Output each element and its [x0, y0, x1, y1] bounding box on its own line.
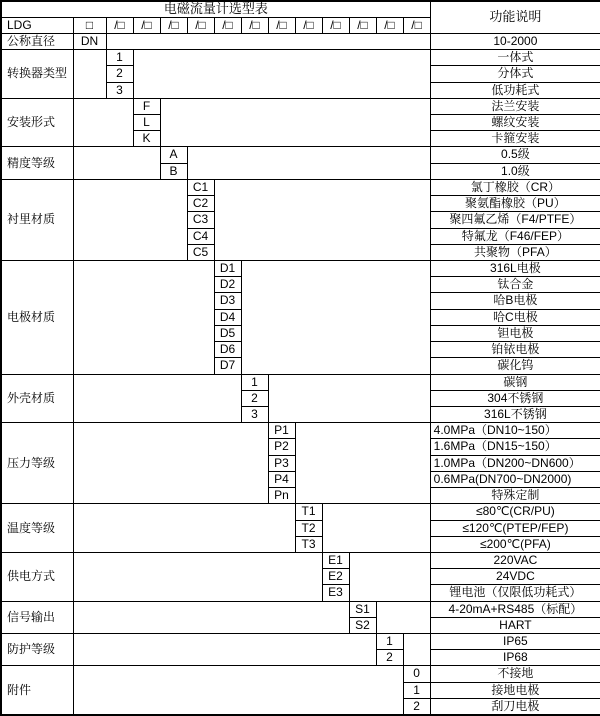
option-row — [1, 179, 600, 195]
option-description: ≤200℃(PFA) — [430, 536, 600, 552]
right-spacer-cell — [160, 98, 430, 147]
option-code: DN — [73, 33, 106, 49]
option-row — [1, 98, 600, 114]
option-code: S2 — [349, 617, 376, 633]
option-description: 1.0MPa（DN200~DN600） — [430, 455, 600, 471]
option-code: C1 — [187, 179, 214, 195]
option-description: 10-2000 — [430, 33, 600, 49]
option-row — [1, 261, 600, 277]
option-description: 接地电极 — [430, 682, 600, 698]
option-description: 4.0MPa（DN10~150） — [430, 423, 600, 439]
option-code: 1 — [106, 50, 133, 66]
option-code: C5 — [187, 244, 214, 260]
right-spacer-cell — [349, 552, 430, 601]
option-code: 2 — [241, 390, 268, 406]
option-description: HART — [430, 617, 600, 633]
category-label: 供电方式 — [1, 552, 73, 601]
option-description: 共聚物（PFA） — [430, 244, 600, 260]
option-description: IP65 — [430, 634, 600, 650]
option-description: 碳化钨 — [430, 358, 600, 374]
model-code-box: /□ — [214, 17, 241, 33]
option-description: 一体式 — [430, 50, 600, 66]
option-code: S1 — [349, 601, 376, 617]
option-code: 0 — [403, 666, 430, 682]
option-code: 1 — [241, 374, 268, 390]
function-column-header: 功能说明 — [430, 1, 600, 33]
model-code-box: /□ — [160, 17, 187, 33]
option-row — [1, 601, 600, 617]
option-code: T3 — [295, 536, 322, 552]
left-spacer-cell — [73, 50, 106, 99]
left-spacer-cell — [73, 98, 133, 147]
option-code: D4 — [214, 309, 241, 325]
option-row — [1, 147, 600, 163]
title-row — [1, 1, 600, 17]
model-code-box: /□ — [268, 17, 295, 33]
option-code: D1 — [214, 261, 241, 277]
category-label: 安装形式 — [1, 98, 73, 147]
option-description: 1.6MPa（DN15~150） — [430, 439, 600, 455]
option-code: K — [133, 131, 160, 147]
left-spacer-cell — [73, 261, 214, 375]
option-code: P3 — [268, 455, 295, 471]
category-label: 电极材质 — [1, 261, 73, 375]
left-spacer-cell — [73, 634, 376, 666]
option-description: 316L电极 — [430, 261, 600, 277]
option-description: 316L不锈钢 — [430, 406, 600, 422]
model-code-box: /□ — [295, 17, 322, 33]
option-row — [1, 423, 600, 439]
right-spacer-cell — [214, 179, 430, 260]
category-label: 附件 — [1, 666, 73, 715]
option-description: 聚氨酯橡胶（PU） — [430, 196, 600, 212]
option-code: Pn — [268, 488, 295, 504]
option-description: 0.6MPa(DN700~DN2000) — [430, 471, 600, 487]
option-code: 2 — [403, 698, 430, 715]
option-description: 法兰安装 — [430, 98, 600, 114]
option-row — [1, 666, 600, 682]
option-row — [1, 634, 600, 650]
model-prefix-label: LDG — [1, 17, 73, 33]
category-label: 防护等级 — [1, 634, 73, 666]
option-code: 1 — [376, 634, 403, 650]
right-spacer-cell — [187, 147, 430, 179]
option-code: 1 — [403, 682, 430, 698]
option-description: ≤120℃(PTEP/FEP) — [430, 520, 600, 536]
option-code: 3 — [106, 82, 133, 98]
option-description: 刮刀电极 — [430, 698, 600, 715]
option-description: 卡箍安装 — [430, 131, 600, 147]
model-code-box: /□ — [241, 17, 268, 33]
option-description: 220VAC — [430, 552, 600, 568]
right-spacer-cell — [133, 50, 430, 99]
option-code: E1 — [322, 552, 349, 568]
option-description: 分体式 — [430, 66, 600, 82]
option-description: 24VDC — [430, 569, 600, 585]
option-description: 1.0级 — [430, 163, 600, 179]
model-code-box: /□ — [349, 17, 376, 33]
category-label: 转换器类型 — [1, 50, 73, 99]
left-spacer-cell — [73, 179, 187, 260]
right-spacer-cell — [322, 504, 430, 553]
option-description: 不接地 — [430, 666, 600, 682]
model-code-box: /□ — [133, 17, 160, 33]
left-spacer-cell — [73, 423, 268, 504]
option-description: 特氟龙（F46/FEP） — [430, 228, 600, 244]
option-code: C2 — [187, 196, 214, 212]
option-code: 3 — [241, 406, 268, 422]
option-code: 2 — [376, 650, 403, 666]
option-row — [1, 504, 600, 520]
left-spacer-cell — [73, 666, 403, 715]
option-code: 2 — [106, 66, 133, 82]
option-row — [1, 552, 600, 568]
option-code: F — [133, 98, 160, 114]
category-label: 信号输出 — [1, 601, 73, 633]
option-code: B — [160, 163, 187, 179]
left-spacer-cell — [73, 552, 322, 601]
category-label: 精度等级 — [1, 147, 73, 179]
option-description: 钛合金 — [430, 277, 600, 293]
model-code-box: /□ — [403, 17, 430, 33]
option-code: C3 — [187, 212, 214, 228]
option-description: 螺纹安装 — [430, 115, 600, 131]
right-spacer-cell — [403, 634, 430, 666]
option-description: 钽电极 — [430, 325, 600, 341]
option-description: 0.5级 — [430, 147, 600, 163]
right-spacer-cell — [268, 374, 430, 423]
option-code: D5 — [214, 325, 241, 341]
right-spacer-cell — [376, 601, 430, 633]
option-code: P4 — [268, 471, 295, 487]
option-description: 哈C电极 — [430, 309, 600, 325]
option-description: 锂电池（仅限低功耗式） — [430, 585, 600, 601]
option-row — [1, 50, 600, 66]
option-code: A — [160, 147, 187, 163]
option-code: D3 — [214, 293, 241, 309]
option-description: 氯丁橡胶（CR） — [430, 179, 600, 195]
option-code: L — [133, 115, 160, 131]
option-description: 哈B电极 — [430, 293, 600, 309]
category-label: 衬里材质 — [1, 179, 73, 260]
model-code-box: /□ — [187, 17, 214, 33]
option-code: P1 — [268, 423, 295, 439]
option-code: P2 — [268, 439, 295, 455]
option-description: 碳钢 — [430, 374, 600, 390]
option-row — [1, 374, 600, 390]
category-label: 压力等级 — [1, 423, 73, 504]
right-spacer-cell — [106, 33, 430, 49]
option-description: 铂铱电极 — [430, 342, 600, 358]
option-description: 低功耗式 — [430, 82, 600, 98]
option-description: 聚四氟乙烯（F4/PTFE） — [430, 212, 600, 228]
option-code: E2 — [322, 569, 349, 585]
option-description: IP68 — [430, 650, 600, 666]
page-title: 电磁流量计选型表 — [1, 1, 430, 17]
right-spacer-cell — [295, 423, 430, 504]
model-code-box-first: □ — [73, 17, 106, 33]
option-code: T1 — [295, 504, 322, 520]
category-label: 外壳材质 — [1, 374, 73, 423]
model-code-box: /□ — [106, 17, 133, 33]
left-spacer-cell — [73, 504, 295, 553]
option-row — [1, 33, 600, 49]
option-code: T2 — [295, 520, 322, 536]
left-spacer-cell — [73, 147, 160, 179]
option-code: D2 — [214, 277, 241, 293]
option-code: C4 — [187, 228, 214, 244]
model-code-box: /□ — [322, 17, 349, 33]
option-description: ≤80℃(CR/PU) — [430, 504, 600, 520]
category-label: 公称直径 — [1, 33, 73, 49]
option-description: 特殊定制 — [430, 488, 600, 504]
category-label: 温度等级 — [1, 504, 73, 553]
model-code-box: /□ — [376, 17, 403, 33]
option-code: D6 — [214, 342, 241, 358]
option-description: 304不锈钢 — [430, 390, 600, 406]
left-spacer-cell — [73, 374, 241, 423]
option-code: D7 — [214, 358, 241, 374]
option-code: E3 — [322, 585, 349, 601]
option-description: 4-20mA+RS485（标配） — [430, 601, 600, 617]
right-spacer-cell — [241, 261, 430, 375]
left-spacer-cell — [73, 601, 349, 633]
